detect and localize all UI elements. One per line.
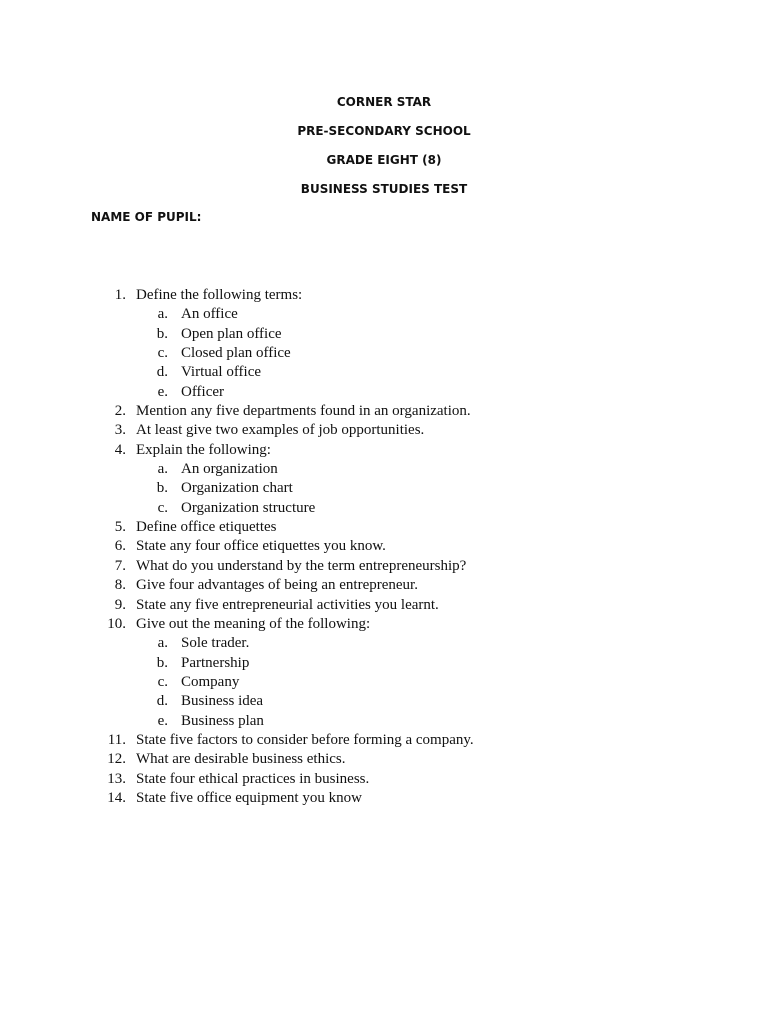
question-item	[0, 789, 768, 808]
question-number: 9.	[114, 596, 126, 613]
question-text: Define office etiquettes	[136, 519, 277, 536]
question-text: State any five entrepreneurial activities you learnt.	[136, 596, 439, 613]
question-text: State five office equipment you know	[136, 789, 362, 806]
question-text: Give out the meaning of the following:	[136, 615, 371, 632]
question-item	[0, 518, 768, 537]
sub-question-letter: b.	[156, 480, 168, 497]
sub-question-text: Open plan office	[181, 325, 282, 342]
sub-question-text: Organization chart	[181, 480, 293, 497]
sub-question-text: An office	[181, 306, 238, 323]
sub-question-item	[0, 499, 768, 518]
sub-question-letter: d.	[156, 693, 168, 710]
sub-question-item	[0, 305, 768, 324]
sub-question-letter: c.	[157, 345, 168, 362]
question-item	[0, 286, 768, 305]
sub-question-letter: e.	[157, 383, 168, 400]
question-item	[0, 421, 768, 440]
school-name: CORNER STAR	[336, 95, 432, 109]
question-text: What are desirable business ethics.	[136, 751, 346, 768]
sub-question-text: Sole trader.	[181, 635, 250, 652]
sub-question-item	[0, 712, 768, 731]
question-item	[0, 576, 768, 595]
question-text: Mention any five departments found in an organization.	[136, 403, 471, 420]
question-item	[0, 557, 768, 576]
grade-heading: GRADE EIGHT (8)	[326, 153, 442, 167]
question-item	[0, 615, 768, 634]
sub-question-text: Officer	[181, 383, 225, 400]
sub-question-text: Business idea	[181, 693, 264, 710]
sub-question-letter: d.	[156, 364, 168, 381]
question-number: 3.	[114, 422, 126, 439]
question-text: State any four office etiquettes you know.	[136, 538, 386, 555]
sub-question-text: Business plan	[181, 712, 264, 729]
question-text: Explain the following:	[136, 441, 271, 458]
question-text: State four ethical practices in business.	[136, 770, 370, 787]
question-item	[0, 750, 768, 769]
question-number: 2.	[114, 403, 126, 420]
test-title: BUSINESS STUDIES TEST	[300, 182, 468, 196]
question-number: 4.	[114, 441, 126, 458]
sub-question-letter: a.	[157, 461, 168, 478]
school-type: PRE-SECONDARY SCHOOL	[297, 124, 471, 138]
question-list	[0, 286, 768, 808]
sub-question-item	[0, 692, 768, 711]
sub-question-item	[0, 634, 768, 653]
question-item	[0, 596, 768, 615]
question-number: 6.	[114, 538, 126, 555]
question-item	[0, 731, 768, 750]
question-text: Define the following terms:	[136, 287, 303, 303]
question-number: 11.	[107, 731, 126, 748]
question-number: 13.	[107, 770, 126, 787]
sub-question-text: Virtual office	[181, 364, 262, 381]
sub-question-item	[0, 383, 768, 402]
sub-question-item	[0, 479, 768, 498]
question-item	[0, 770, 768, 789]
question-text: At least give two examples of job opportunities.	[136, 422, 425, 439]
sub-question-letter: c.	[157, 673, 168, 690]
sub-question-item	[0, 673, 768, 692]
sub-question-text: An organization	[181, 461, 278, 478]
question-number: 12.	[107, 751, 126, 768]
sub-question-item	[0, 325, 768, 344]
question-number: 8.	[114, 577, 126, 594]
sub-question-item	[0, 363, 768, 382]
sub-question-letter: b.	[156, 325, 168, 342]
sub-question-item	[0, 344, 768, 363]
question-text: Give four advantages of being an entrepreneur.	[136, 577, 418, 594]
question-item	[0, 441, 768, 460]
sub-question-item	[0, 460, 768, 479]
question-number: 5.	[114, 519, 126, 536]
question-text: What do you understand by the term entrepreneurship?	[136, 557, 467, 574]
question-text: State five factors to consider before forming a company.	[136, 731, 474, 748]
sub-question-text: Organization structure	[181, 499, 316, 516]
question-number: 14.	[107, 789, 126, 806]
sub-question-text: Partnership	[181, 654, 250, 671]
sub-question-text: Closed plan office	[181, 345, 291, 362]
sub-question-letter: b.	[156, 654, 168, 671]
question-number: 7.	[114, 557, 126, 574]
sub-question-item	[0, 654, 768, 673]
sub-question-letter: a.	[157, 635, 168, 652]
sub-question-text: Company	[181, 673, 240, 690]
sub-question-letter: e.	[157, 712, 168, 729]
sub-question-letter: c.	[157, 499, 168, 516]
question-number: 10.	[107, 615, 126, 632]
question-item	[0, 537, 768, 556]
question-item	[0, 402, 768, 421]
pupil-name-label: NAME OF PUPIL:	[91, 210, 202, 224]
question-number: 1.	[114, 287, 126, 303]
sub-question-letter: a.	[157, 306, 168, 323]
